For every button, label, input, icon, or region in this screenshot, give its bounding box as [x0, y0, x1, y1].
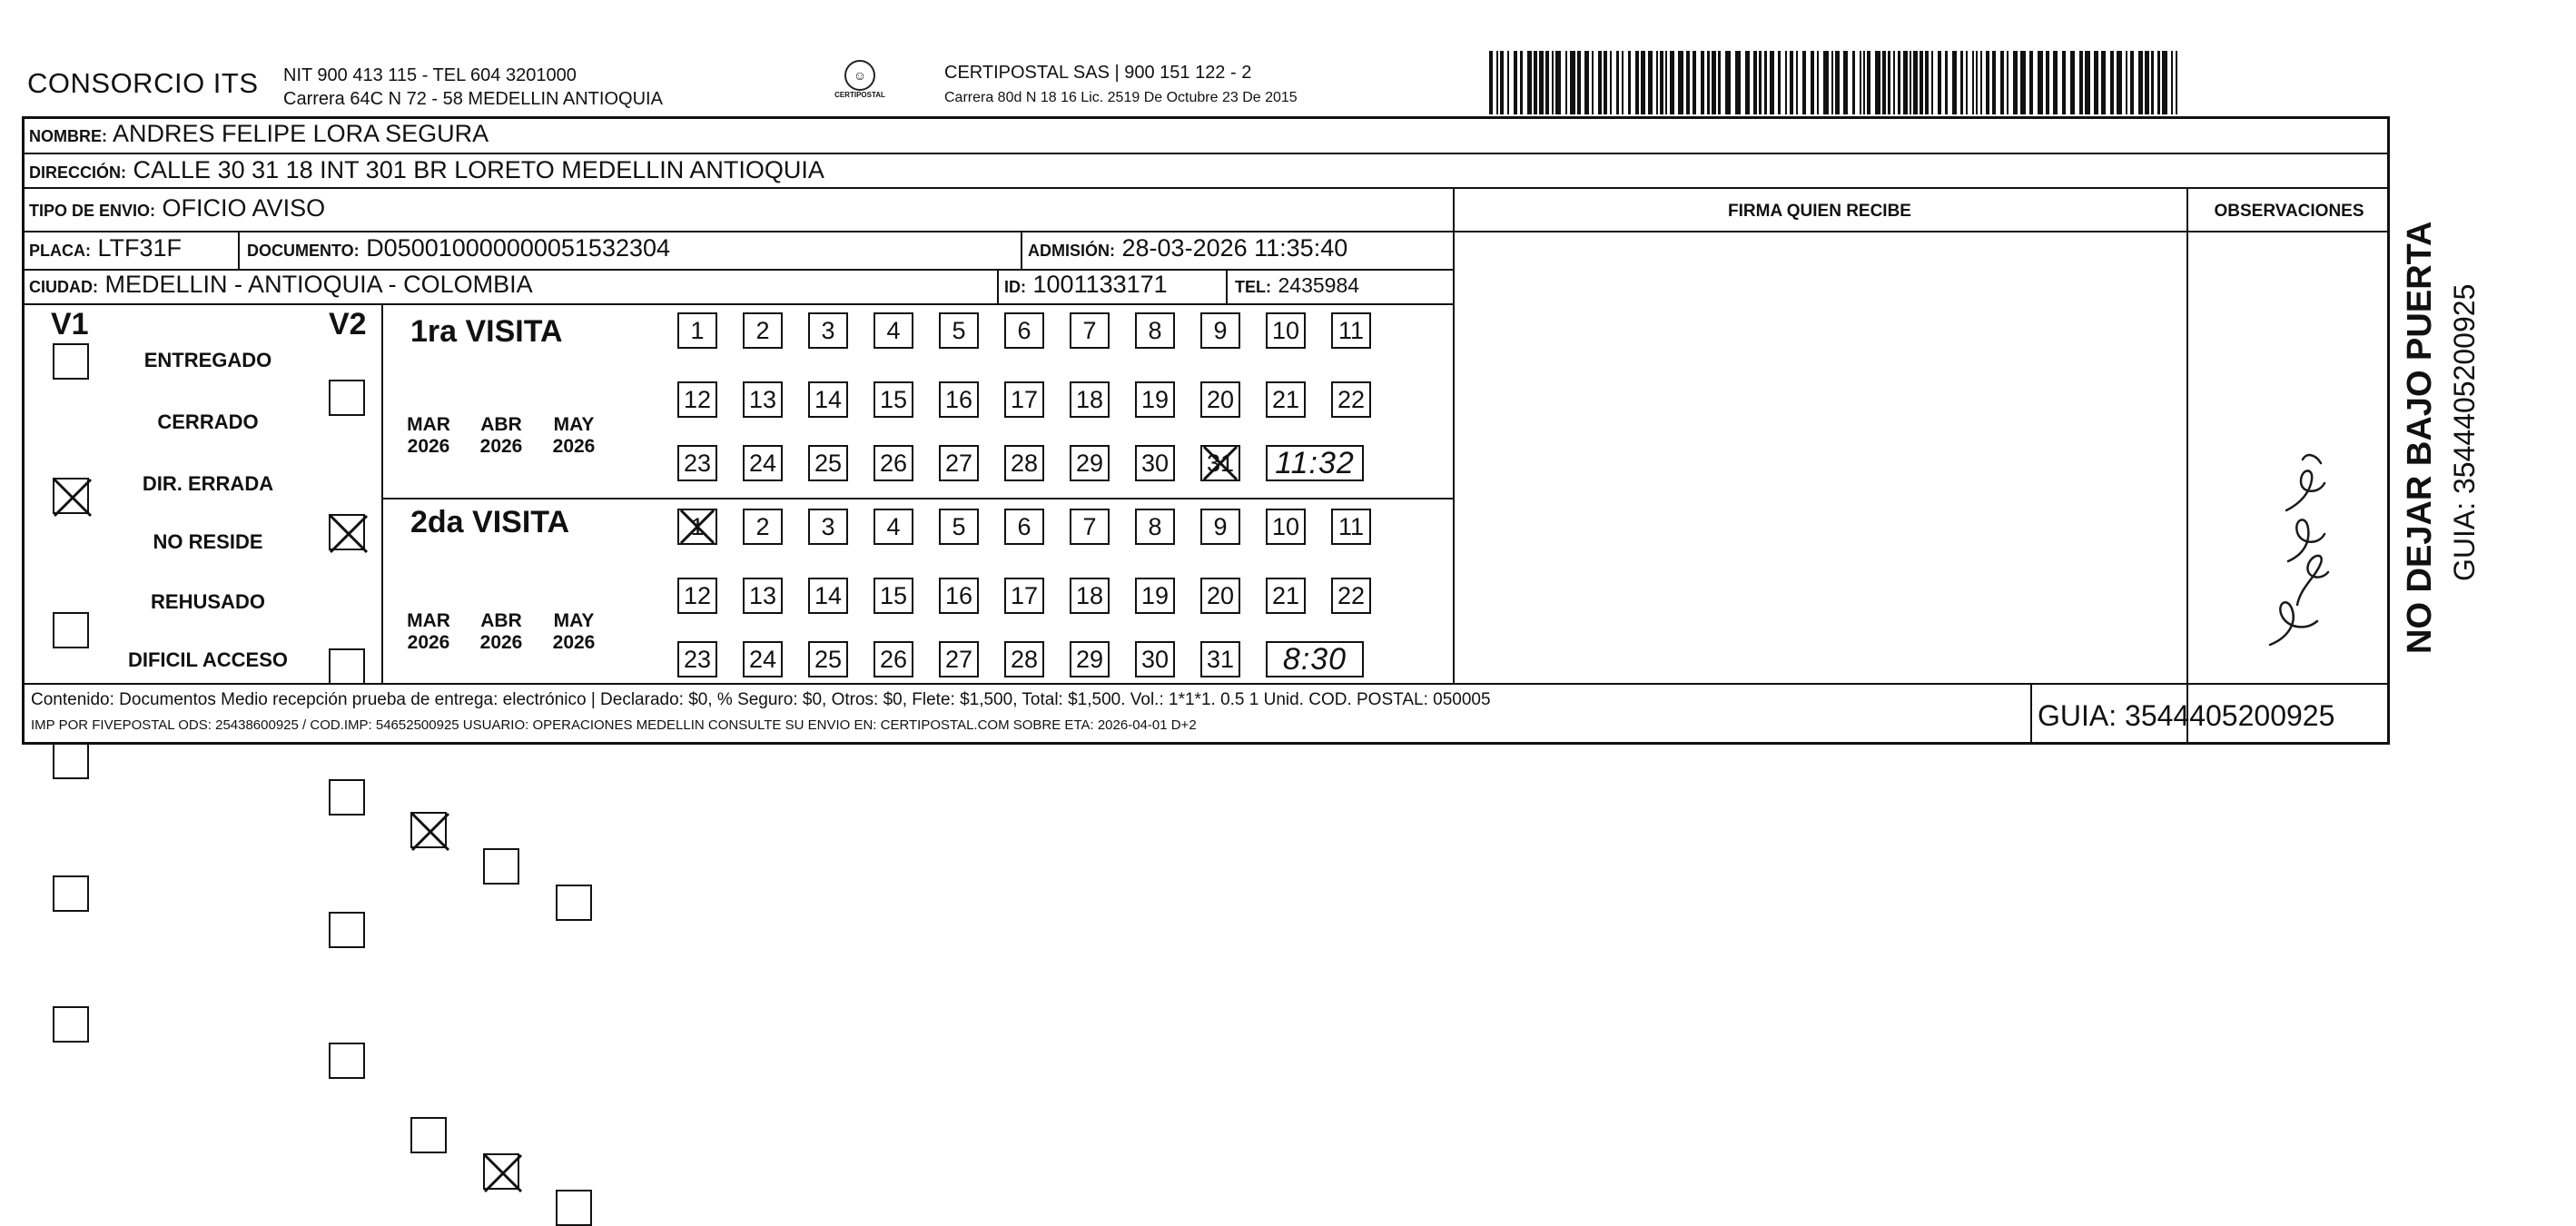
plate: LTF31F — [97, 234, 183, 262]
visit2-day-box[interactable]: 22 — [1331, 578, 1371, 614]
v2-checkbox[interactable] — [329, 648, 365, 685]
visit1-month-checkbox[interactable] — [556, 885, 592, 921]
visit2-day-box[interactable]: 25 — [808, 641, 848, 677]
visit2-day-box[interactable]: 28 — [1004, 641, 1044, 677]
visit1-day-box[interactable]: 8 — [1135, 312, 1175, 349]
visit2-month-checkbox[interactable] — [410, 1117, 447, 1153]
visit1-day-box[interactable]: 16 — [939, 381, 979, 418]
tel-row — [1235, 271, 1359, 299]
visit1-day-box[interactable]: 15 — [873, 381, 913, 418]
visit1-year-label: 2026 — [407, 436, 450, 457]
side-warning: NO DEJAR BAJO PUERTA — [2401, 221, 2439, 654]
visit2-day-box[interactable]: 13 — [743, 578, 783, 614]
tel: 2435984 — [1278, 273, 1360, 297]
visit2-year-label: 2026 — [407, 632, 450, 653]
v1-header: V1 — [51, 307, 89, 341]
visit1-day-box[interactable]: 7 — [1070, 312, 1110, 349]
name-label: NOMBRE: — [29, 127, 107, 145]
document-row — [247, 234, 670, 262]
barcode-icon — [1489, 51, 2179, 114]
visit1-day-box[interactable]: 6 — [1004, 312, 1044, 349]
v1-checkbox[interactable] — [53, 743, 89, 779]
visit1-day-box[interactable]: 3 — [808, 312, 848, 349]
visit1-day-box[interactable]: 10 — [1266, 312, 1306, 349]
id-label: ID: — [1004, 278, 1026, 296]
v1-checkbox[interactable] — [53, 343, 89, 380]
signature-header: FIRMA QUIEN RECIBE — [1728, 202, 1911, 221]
visit1-day-box[interactable]: 4 — [873, 312, 913, 349]
visit1-year-label: 2026 — [552, 436, 596, 457]
v1-checkbox[interactable] — [53, 875, 89, 912]
visit1-time-box[interactable]: 11:32 — [1266, 445, 1364, 481]
visit2-time-box[interactable]: 8:30 — [1266, 641, 1364, 677]
visit2-day-box[interactable]: 19 — [1135, 578, 1175, 614]
city-label: CIUDAD: — [29, 278, 98, 296]
plate-label: PLACA: — [29, 242, 91, 260]
status-label: DIFICIL ACCESO — [127, 648, 288, 671]
v2-checkbox[interactable] — [329, 514, 365, 550]
city: MEDELLIN - ANTIOQUIA - COLOMBIA — [104, 271, 533, 298]
id-row — [1004, 271, 1168, 299]
visit2-day-box[interactable]: 3 — [808, 509, 848, 545]
visit2-day-box[interactable]: 17 — [1004, 578, 1044, 614]
tel-label: TEL: — [1235, 278, 1271, 296]
visit1-month-label: MAR — [407, 414, 450, 435]
visit2-day-box[interactable]: 11 — [1331, 509, 1371, 545]
footer-content: Contenido: Documentos Medio recepción prueba de entrega: electrónico | Declarado: $0, % Seguro: $0, Otros: $0, Flete: $1,500, Total: $1,500. Vol.: 1*1*1. 0.5 1 Unid. COD. POSTAL: 050005 — [31, 690, 1491, 709]
visit1-day-box[interactable]: 13 — [743, 381, 783, 418]
visit1-day-box[interactable]: 24 — [743, 445, 783, 481]
visit1-day-box[interactable]: 31 — [1200, 445, 1240, 481]
visit2-month-label: ABR — [480, 610, 522, 631]
visit1-day-box[interactable]: 18 — [1070, 381, 1110, 418]
visit1-month-checkbox[interactable] — [410, 812, 447, 848]
visit2-day-box[interactable]: 20 — [1200, 578, 1240, 614]
status-label: REHUSADO — [151, 590, 265, 613]
v2-checkbox[interactable] — [329, 1043, 365, 1079]
certipostal-logo-icon: ☺ CERTIPOSTAL — [832, 60, 888, 105]
visit1-day-box[interactable]: 22 — [1331, 381, 1371, 418]
v2-header: V2 — [329, 307, 367, 341]
city-row — [29, 271, 533, 299]
company-address: Carrera 64C N 72 - 58 MEDELLIN ANTIOQUIA — [283, 89, 663, 109]
name-row — [29, 120, 489, 148]
visit2-day-box[interactable]: 9 — [1200, 509, 1240, 545]
address-label: DIRECCIÓN: — [29, 163, 126, 182]
visit2-day-box[interactable]: 14 — [808, 578, 848, 614]
send-type: OFICIO AVISO — [162, 194, 326, 222]
check-mark-icon — [49, 474, 96, 521]
visit2-month-checkbox[interactable] — [483, 1153, 519, 1190]
visit2-day-box[interactable]: 2 — [743, 509, 783, 545]
visit1-title: 1ra VISITA — [410, 314, 563, 349]
visit2-day-box[interactable]: 15 — [873, 578, 913, 614]
visit2-day-box[interactable]: 4 — [873, 509, 913, 545]
visit1-day-box[interactable]: 27 — [939, 445, 979, 481]
visit2-day-box[interactable]: 1 — [677, 509, 717, 545]
visit2-day-box[interactable]: 23 — [677, 641, 717, 677]
visit2-title: 2da VISITA — [410, 505, 570, 539]
visit2-day-box[interactable]: 24 — [743, 641, 783, 677]
visit1-day-box[interactable]: 20 — [1200, 381, 1240, 418]
visit1-day-box[interactable]: 23 — [677, 445, 717, 481]
visit2-day-box[interactable]: 30 — [1135, 641, 1175, 677]
visit1-day-box[interactable]: 1 — [677, 312, 717, 349]
visit2-day-box[interactable]: 21 — [1266, 578, 1306, 614]
status-label: CERRADO — [157, 410, 259, 433]
visit2-day-box[interactable]: 6 — [1004, 509, 1044, 545]
v2-checkbox[interactable] — [329, 912, 365, 948]
check-mark-icon — [407, 808, 454, 855]
admission-label: ADMISIÓN: — [1028, 242, 1115, 260]
v1-checkbox[interactable] — [53, 478, 89, 514]
visit2-day-box[interactable]: 12 — [677, 578, 717, 614]
side-guia: GUIA: 3544405200925 — [2448, 283, 2481, 581]
address-row — [29, 156, 824, 184]
plate-row — [29, 234, 182, 262]
status-label: ENTREGADO — [143, 349, 272, 371]
company-name: CONSORCIO ITS — [27, 67, 259, 99]
footer-print-info: IMP POR FIVEPOSTAL ODS: 25438600925 / COD.IMP: 54652500925 USUARIO: OPERACIONES MEDELLIN CONSULTE SU ENVIO EN: CERTIPOSTAL.COM SOBRE ETA: 2026-04-01 D+2 — [31, 717, 1197, 733]
visit2-day-box[interactable]: 7 — [1070, 509, 1110, 545]
v1-checkbox[interactable] — [53, 1006, 89, 1043]
carrier-logo-text: CERTIPOSTAL — [834, 91, 885, 99]
visit2-day-box[interactable]: 5 — [939, 509, 979, 545]
visit1-month-label: MAY — [553, 414, 595, 435]
visit1-day-box[interactable]: 25 — [808, 445, 848, 481]
visit2-month-label: MAR — [407, 610, 450, 631]
carrier-info — [944, 60, 1298, 111]
visit2-day-box[interactable]: 8 — [1135, 509, 1175, 545]
visit1-day-box[interactable]: 11 — [1331, 312, 1371, 349]
visit1-day-box[interactable]: 30 — [1135, 445, 1175, 481]
document: D050010000000051532304 — [366, 234, 671, 262]
recipient-name: ANDRES FELIPE LORA SEGURA — [113, 120, 489, 147]
visit1-year-label: 2026 — [479, 436, 523, 457]
footer-guia: GUIA: 3544405200925 — [2038, 699, 2335, 732]
visit1-month-label: ABR — [480, 414, 522, 435]
send-type-label: TIPO DE ENVIO: — [29, 202, 156, 220]
carrier-address: Carrera 80d N 18 16 Lic. 2519 De Octubre 23 De 2015 — [944, 90, 1298, 105]
visit2-month-label: MAY — [553, 610, 595, 631]
visit2-year-label: 2026 — [552, 632, 596, 653]
visit1-day-box[interactable]: 29 — [1070, 445, 1110, 481]
visit1-day-box[interactable]: 28 — [1004, 445, 1044, 481]
visit2-day-box[interactable]: 26 — [873, 641, 913, 677]
visit1-day-box[interactable]: 12 — [677, 381, 717, 418]
id: 1001133171 — [1032, 271, 1168, 298]
v2-checkbox[interactable] — [329, 380, 365, 416]
admission-row — [1028, 234, 1347, 262]
status-label: NO RESIDE — [153, 530, 263, 553]
visit1-day-box[interactable]: 14 — [808, 381, 848, 418]
visit1-day-box[interactable]: 5 — [939, 312, 979, 349]
visit1-day-box[interactable]: 2 — [743, 312, 783, 349]
visit1-day-box[interactable]: 21 — [1266, 381, 1306, 418]
admission: 28-03-2026 11:35:40 — [1121, 234, 1348, 262]
signature-image — [2234, 427, 2361, 672]
check-mark-icon — [1199, 441, 1242, 485]
company-info — [283, 64, 663, 111]
visit1-day-box[interactable]: 26 — [873, 445, 913, 481]
observations-header: OBSERVACIONES — [2214, 202, 2364, 221]
visit2-day-box[interactable]: 27 — [939, 641, 979, 677]
v1-checkbox[interactable] — [53, 612, 89, 648]
visit1-day-box[interactable]: 17 — [1004, 381, 1044, 418]
check-mark-icon — [479, 1150, 527, 1197]
company-nit: NIT 900 413 115 - TEL 604 3201000 — [283, 65, 577, 85]
visit2-day-box[interactable]: 18 — [1070, 578, 1110, 614]
visit2-day-box[interactable]: 29 — [1070, 641, 1110, 677]
v2-checkbox[interactable] — [329, 779, 365, 816]
recipient-address: CALLE 30 31 18 INT 301 BR LORETO MEDELLIN ANTIOQUIA — [133, 156, 824, 183]
visit2-day-box[interactable]: 31 — [1200, 641, 1240, 677]
visit1-month-checkbox[interactable] — [483, 848, 519, 885]
check-mark-icon — [325, 510, 372, 558]
document-label: DOCUMENTO: — [247, 242, 360, 260]
send-type-row — [29, 194, 325, 222]
visit2-day-box[interactable]: 10 — [1266, 509, 1306, 545]
visit1-day-box[interactable]: 9 — [1200, 312, 1240, 349]
visit2-day-box[interactable]: 16 — [939, 578, 979, 614]
visit2-month-checkbox[interactable] — [556, 1190, 592, 1226]
visit1-day-box[interactable]: 19 — [1135, 381, 1175, 418]
check-mark-icon — [676, 505, 719, 549]
visit2-year-label: 2026 — [479, 632, 523, 653]
status-label: DIR. ERRADA — [142, 472, 274, 495]
carrier-name: CERTIPOSTAL SAS | 900 151 122 - 2 — [944, 63, 1252, 83]
